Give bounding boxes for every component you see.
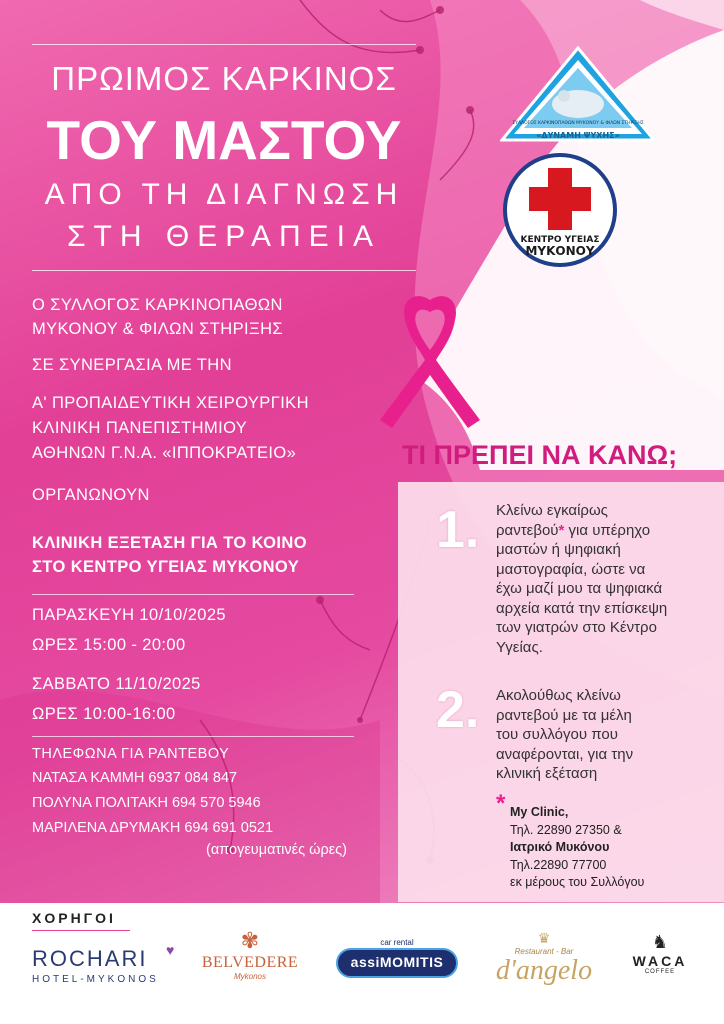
- health-center-line-2: ΜΥΚΟΝΟΥ: [525, 244, 595, 258]
- title-top-rule: [32, 44, 416, 45]
- organizer-line-5: ΚΛΙΝΙΚΗ ΠΑΝΕΠΙΣΤΗΜΙΟΥ: [32, 419, 248, 437]
- step-2-number: 2.: [436, 681, 480, 739]
- health-center-logo: [502, 152, 618, 268]
- panel-heading: ΤΙ ΠΡΕΠΕΙ ΝΑ ΚΑΝΩ;: [402, 440, 678, 470]
- goat-icon: ♞: [651, 932, 669, 952]
- event-line-1: ΚΛΙΝΙΚΗ ΕΞΕΤΑΣΗ ΓΙΑ ΤΟ ΚΟΙΝΟ: [32, 534, 307, 552]
- schedule-hours-1: ΩΡΕΣ 15:00 - 20:00: [32, 636, 186, 654]
- sponsor-dangelo: ♛ Restaurant - Bar d'angelo: [482, 930, 606, 990]
- crown-icon: ♛: [537, 930, 551, 946]
- heart-icon: ♥: [166, 942, 175, 958]
- phone-line-2: ΠΟΛΥΝΑ ΠΟΛΙΤΑΚΗ 694 570 5946: [32, 795, 261, 811]
- sponsor-rochari: ROCHARI ♥ HOTEL-MYKONOS: [32, 942, 175, 985]
- organizer-line-3: ΣΕ ΣΥΝΕΡΓΑΣΙΑ ΜΕ ΤΗΝ: [32, 356, 232, 374]
- step-1-number: 1.: [436, 501, 480, 559]
- title-line-1: ΠΡΩΙΜΟΣ ΚΑΡΚΙΝΟΣ: [51, 60, 397, 97]
- organizer-line-7: ΟΡΓΑΝΩΝΟΥΝ: [32, 486, 150, 504]
- sponsors-underline: [32, 930, 130, 931]
- organizer-line-2: ΜΥΚΟΝΟΥ & ΦΙΛΩΝ ΣΤΗΡΙΞΗΣ: [32, 320, 284, 338]
- step-1-text: Κλείνω εγκαίρως ραντεβού* για υπέρηχο μαστών ή ψηφιακή μαστογραφία, ώστε να έχω μαζί μου τα ψηφιακά αρχεία κατά την επίσκεψη των γιατρών στο Κέντρο Υγείας.: [496, 502, 668, 656]
- title-bottom-rule: [32, 270, 416, 271]
- association-logo: [500, 46, 656, 142]
- organizer-line-4: Α' ΠΡΟΠΑΙΔΕΥΤΙΚΗ ΧΕΙΡΟΥΡΓΙΚΗ: [32, 394, 309, 412]
- phone-line-1: ΝΑΤΑΣΑ ΚΑΜΜΗ 6937 084 847: [32, 770, 238, 786]
- association-ring-text: ΣΥΛΛΟΓΟΣ ΚΑΡΚΙΝΟΠΑΘΩΝ ΜΥΚΟΝΟΥ & ΦΙΛΩΝ ΣΤΗΡΙΞΗΣ: [512, 121, 644, 126]
- phones-heading: ΤΗΛΕΦΩΝΑ ΓΙΑ ΡΑΝΤΕΒΟΥ: [32, 746, 230, 762]
- sponsors-heading: ΧΟΡΗΓΟΙ: [32, 910, 116, 926]
- separator-1: [32, 594, 354, 595]
- phones-note: (απογευματινές ώρες): [206, 842, 347, 858]
- phone-line-3: ΜΑΡΙΛΕΝΑ ΔΡΥΜΑΚΗ 694 691 0521: [32, 820, 274, 836]
- schedule-day-2: ΣΑΒΒΑΤΟ 11/10/2025: [32, 675, 201, 693]
- association-motto: «ΔΥΝΑΜΗ ΨΥΧΗΣ»: [536, 131, 620, 140]
- title-line-4: ΣΤΗ ΘΕΡΑΠΕΙΑ: [66, 220, 382, 253]
- organizer-line-1: Ο ΣΥΛΛΟΓΟΣ ΚΑΡΚΙΝΟΠΑΘΩΝ: [32, 296, 283, 314]
- event-line-2: ΣΤΟ ΚΕΝΤΡΟ ΥΓΕΙΑΣ ΜΥΚΟΝΟΥ: [32, 558, 300, 576]
- seahorse-icon: ✾: [240, 928, 260, 953]
- schedule-hours-2: ΩΡΕΣ 10:00-16:00: [32, 705, 176, 723]
- step-2-text: Ακολούθως κλείνω ραντεβού με τα μέλη του συλλόγου που αναφέρονται, για την κλινική εξέταση: [496, 687, 634, 782]
- organizer-line-6: ΑΘΗΝΩΝ Γ.Ν.Α. «ΙΠΠΟΚΡΑΤΕΙΟ»: [32, 444, 297, 462]
- footnote-block: My Clinic, Τηλ. 22890 27350 & Ιατρικό Μυκόνου Τηλ.22890 77700 εκ μέρους του Συλλόγου: [510, 805, 645, 889]
- title-line-2: ΤΟΥ ΜΑΣΤΟΥ: [46, 109, 402, 171]
- sponsor-belvedere: ✾ BELVEDERE Mykonos: [201, 928, 299, 981]
- title-line-3: ΑΠΟ ΤΗ ΔΙΑΓΝΩΣΗ: [44, 178, 404, 211]
- sponsor-waca: ♞ WACA COFFEE: [630, 932, 690, 992]
- schedule-day-1: ΠΑΡΑΣΚΕΥΗ 10/10/2025: [32, 606, 227, 624]
- footnote-star: *: [496, 790, 506, 817]
- separator-2: [32, 736, 354, 737]
- sponsor-assimomitis: car rental assiMOMITIS: [336, 940, 458, 984]
- health-center-line-1: ΚΕΝΤΡΟ ΥΓΕΙΑΣ: [520, 235, 600, 245]
